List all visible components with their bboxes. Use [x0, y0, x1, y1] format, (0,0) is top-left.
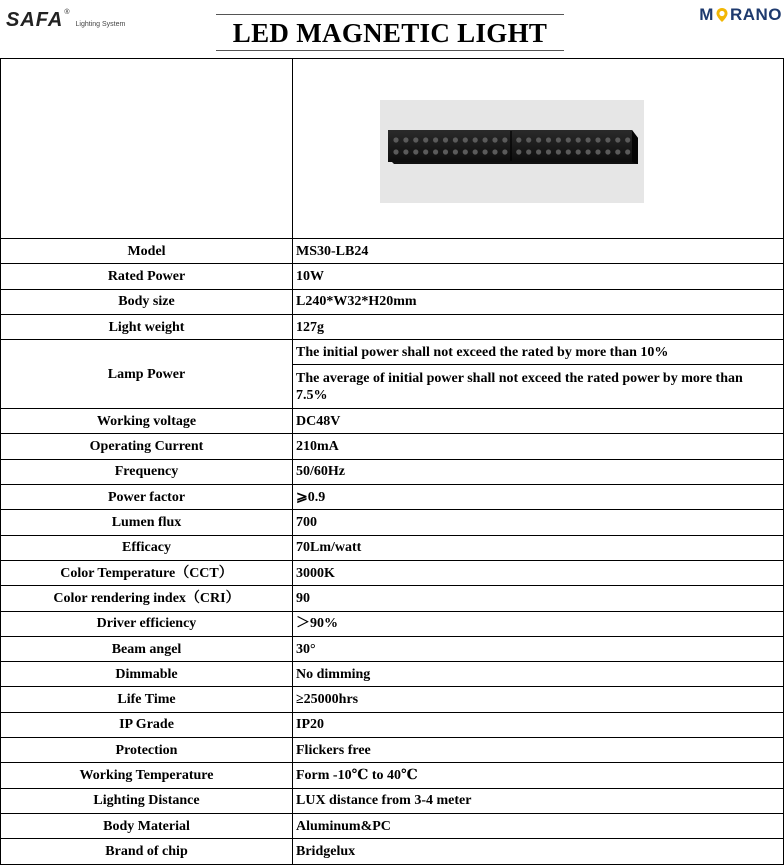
led-dot	[403, 149, 408, 154]
title-underline	[216, 50, 564, 51]
spec-row	[1, 839, 784, 864]
led-dot	[546, 149, 551, 154]
spec-row	[1, 687, 784, 712]
spec-label: Brand of chip	[1, 839, 293, 864]
spec-label: Color rendering index（CRI）	[1, 586, 293, 611]
led-dot	[453, 149, 458, 154]
spec-row	[1, 763, 784, 788]
spec-row	[1, 459, 784, 484]
spec-value: ⩾0.9	[293, 485, 784, 510]
spec-row	[1, 712, 784, 737]
led-dot	[433, 149, 438, 154]
led-dot	[526, 137, 531, 142]
led-dot	[393, 149, 398, 154]
led-dot	[586, 137, 591, 142]
spec-row	[1, 738, 784, 763]
spec-value: No dimming	[293, 662, 784, 687]
led-dot	[443, 149, 448, 154]
product-image	[380, 100, 644, 203]
led-dot	[576, 137, 581, 142]
led-magnetic-track-light-icon	[380, 100, 644, 203]
led-dot	[586, 149, 591, 154]
lamp-power-label: Lamp Power	[1, 340, 293, 409]
led-dot	[556, 137, 561, 142]
page-title: LED MAGNETIC LIGHT	[232, 18, 548, 48]
spec-label: Driver efficiency	[1, 611, 293, 636]
led-dot	[492, 149, 497, 154]
spec-row	[1, 289, 784, 314]
header	[0, 0, 784, 58]
spec-row	[1, 485, 784, 510]
spec-value: 127g	[293, 314, 784, 339]
spec-value: 10W	[293, 264, 784, 289]
led-dot	[566, 137, 571, 142]
spec-row	[1, 560, 784, 585]
spec-label: Working voltage	[1, 409, 293, 434]
lamp-power-average: The average of initial power shall not exceed the rated power by more than 7.5%	[293, 365, 784, 409]
led-dot	[625, 149, 630, 154]
spec-row	[1, 535, 784, 560]
spec-label: Light weight	[1, 314, 293, 339]
spec-label: Power factor	[1, 485, 293, 510]
spec-label: Body Material	[1, 813, 293, 838]
spec-label: Beam angel	[1, 636, 293, 661]
brand-tagline: Lighting System	[75, 21, 126, 28]
led-dot	[605, 149, 610, 154]
spec-value: Aluminum&PC	[293, 813, 784, 838]
safa-logo	[6, 9, 125, 32]
spec-label: Life Time	[1, 687, 293, 712]
spec-row	[1, 510, 784, 535]
led-dot	[615, 137, 620, 142]
spec-row	[1, 239, 784, 264]
image-label-cell	[1, 59, 293, 239]
led-dot	[566, 149, 571, 154]
led-dot	[423, 149, 428, 154]
spec-label: Protection	[1, 738, 293, 763]
spec-value: LUX distance from 3-4 meter	[293, 788, 784, 813]
spec-row	[1, 788, 784, 813]
led-dot	[413, 137, 418, 142]
spec-value: IP20	[293, 712, 784, 737]
led-dot	[483, 137, 488, 142]
morano-suffix: RANO	[729, 5, 782, 24]
spec-label: Model	[1, 239, 293, 264]
spec-row	[1, 434, 784, 459]
led-dot	[526, 149, 531, 154]
brand-name: SAFA	[6, 9, 64, 31]
led-dot	[423, 137, 428, 142]
spec-value: MS30-LB24	[293, 239, 784, 264]
spec-value: ≥25000hrs	[293, 687, 784, 712]
spec-value: Bridgelux	[293, 839, 784, 864]
spec-value: 210mA	[293, 434, 784, 459]
led-dot	[595, 137, 600, 142]
led-dot	[625, 137, 630, 142]
led-dot	[492, 137, 497, 142]
spec-row	[1, 409, 784, 434]
spec-row	[1, 314, 784, 339]
spec-value: Form -10℃ to 40℃	[293, 763, 784, 788]
led-dot	[556, 149, 561, 154]
spec-value: L240*W32*H20mm	[293, 289, 784, 314]
led-dot	[516, 149, 521, 154]
led-dot	[473, 149, 478, 154]
registered-mark: ®	[64, 9, 70, 16]
led-dot	[433, 137, 438, 142]
spec-row	[1, 264, 784, 289]
spec-row	[1, 636, 784, 661]
spec-value: 70Lm/watt	[293, 535, 784, 560]
spec-value: 3000K	[293, 560, 784, 585]
spec-label: Lumen flux	[1, 510, 293, 535]
spec-label: Operating Current	[1, 434, 293, 459]
morano-logo	[699, 5, 782, 25]
lamp-power-initial: The initial power shall not exceed the rated by more than 10%	[293, 340, 784, 365]
led-dot	[595, 149, 600, 154]
led-dot	[615, 149, 620, 154]
led-dot	[576, 149, 581, 154]
title-top-rule	[216, 14, 564, 15]
location-pin-icon	[715, 7, 729, 23]
spec-value: 90	[293, 586, 784, 611]
spec-label: Efficacy	[1, 535, 293, 560]
spec-label: Lighting Distance	[1, 788, 293, 813]
led-dot	[605, 137, 610, 142]
led-dot	[473, 137, 478, 142]
spec-value: 30°	[293, 636, 784, 661]
led-dot	[536, 137, 541, 142]
spec-label: Dimmable	[1, 662, 293, 687]
led-dot	[403, 137, 408, 142]
spec-value: DC48V	[293, 409, 784, 434]
spec-row	[1, 813, 784, 838]
spec-value: ＞90%	[293, 611, 784, 636]
spec-row	[1, 611, 784, 636]
spec-value: 700	[293, 510, 784, 535]
led-dot	[483, 149, 488, 154]
spec-label: IP Grade	[1, 712, 293, 737]
morano-prefix: M	[699, 5, 714, 24]
led-dot	[502, 137, 507, 142]
led-dot	[536, 149, 541, 154]
spec-label: Rated Power	[1, 264, 293, 289]
spec-value: 50/60Hz	[293, 459, 784, 484]
led-dot	[413, 149, 418, 154]
spec-label: Body size	[1, 289, 293, 314]
spec-row	[1, 586, 784, 611]
led-dot	[443, 137, 448, 142]
led-dot	[463, 137, 468, 142]
led-dot	[453, 137, 458, 142]
spec-value: Flickers free	[293, 738, 784, 763]
spec-label: Color Temperature（CCT）	[1, 560, 293, 585]
led-dot	[502, 149, 507, 154]
led-dot	[393, 137, 398, 142]
led-dot	[546, 137, 551, 142]
lamp-power-row	[1, 340, 784, 365]
spec-row	[1, 662, 784, 687]
spec-label: Frequency	[1, 459, 293, 484]
led-dot	[463, 149, 468, 154]
spec-label: Working Temperature	[1, 763, 293, 788]
led-dot	[516, 137, 521, 142]
